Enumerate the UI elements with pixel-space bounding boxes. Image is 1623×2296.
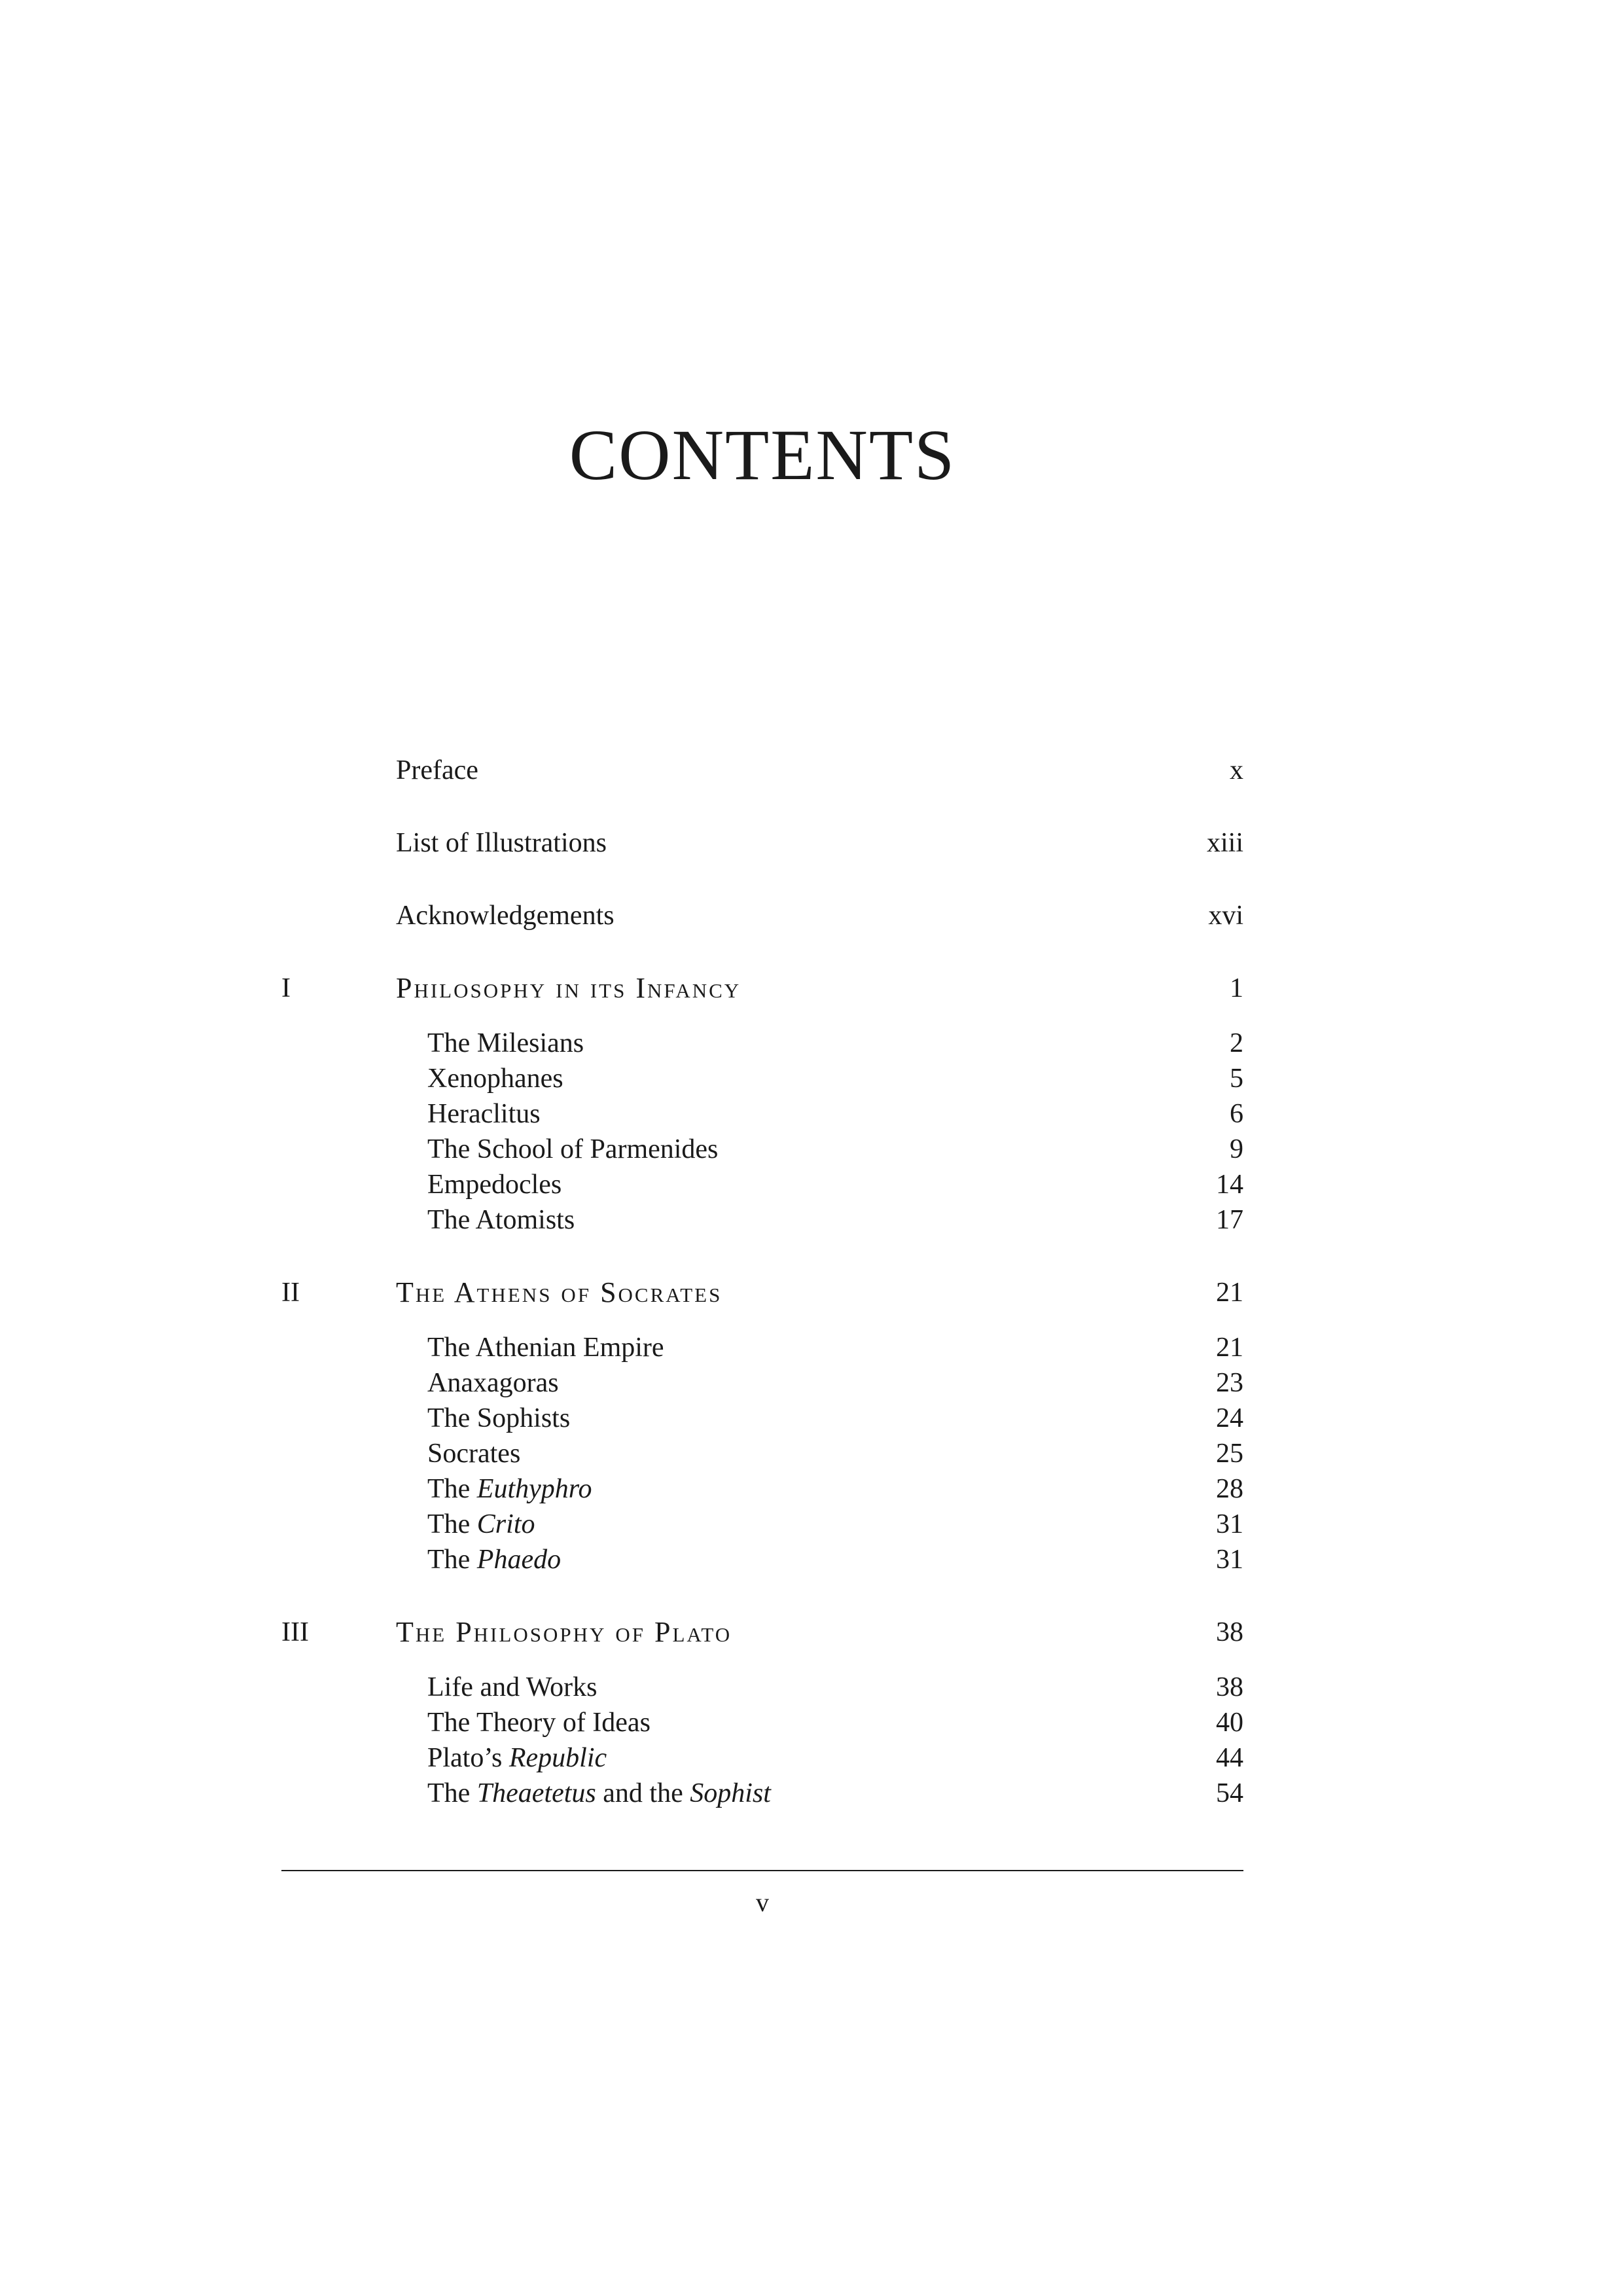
chapter-block bbox=[281, 971, 1243, 1238]
table-of-contents bbox=[281, 753, 1243, 1848]
toc-entry-list-of-illustrations[interactable] bbox=[281, 825, 1243, 861]
section-title: The Phaedo bbox=[427, 1545, 562, 1575]
toc-page-number: 14 bbox=[1216, 1170, 1243, 1200]
toc-page-number: 25 bbox=[1216, 1439, 1243, 1469]
section-title: Empedocles bbox=[427, 1170, 562, 1200]
toc-page-number: x bbox=[1230, 755, 1243, 785]
chapter-block bbox=[281, 1275, 1243, 1577]
toc-entry-label: Acknowledgements bbox=[396, 901, 615, 931]
chapter-block bbox=[281, 1615, 1243, 1811]
section-title: Anaxagoras bbox=[427, 1368, 559, 1398]
toc-page-number: 21 bbox=[1216, 1278, 1243, 1308]
footer-rule bbox=[281, 1870, 1243, 1871]
toc-section-entry[interactable] bbox=[281, 1471, 1243, 1507]
section-title: Plato’s Republic bbox=[427, 1743, 607, 1773]
toc-entry-preface[interactable] bbox=[281, 753, 1243, 788]
toc-section-entry[interactable] bbox=[281, 1026, 1243, 1061]
section-title: Heraclitus bbox=[427, 1099, 541, 1129]
toc-page-number: xvi bbox=[1208, 901, 1243, 931]
toc-section-entry[interactable] bbox=[281, 1401, 1243, 1436]
toc-section-entry[interactable] bbox=[281, 1365, 1243, 1401]
toc-section-entry[interactable] bbox=[281, 1132, 1243, 1167]
toc-section-entry[interactable] bbox=[281, 1670, 1243, 1705]
toc-entry-label: List of Illustrations bbox=[396, 828, 607, 858]
toc-page-number: 54 bbox=[1216, 1778, 1243, 1808]
toc-section-entry[interactable] bbox=[281, 1061, 1243, 1096]
toc-chapter-heading[interactable] bbox=[281, 1275, 1243, 1310]
toc-page-number: 44 bbox=[1216, 1743, 1243, 1773]
toc-page-number: 23 bbox=[1216, 1368, 1243, 1398]
toc-page-number: 31 bbox=[1216, 1545, 1243, 1575]
toc-section-entry[interactable] bbox=[281, 1330, 1243, 1365]
toc-chapter-heading[interactable] bbox=[281, 1615, 1243, 1650]
toc-section-entry[interactable] bbox=[281, 1705, 1243, 1740]
toc-page-number: 40 bbox=[1216, 1708, 1243, 1738]
toc-chapter-heading[interactable] bbox=[281, 971, 1243, 1006]
toc-page-number: 17 bbox=[1216, 1205, 1243, 1235]
section-title: The Athenian Empire bbox=[427, 1333, 664, 1363]
toc-page-number: xiii bbox=[1206, 828, 1243, 858]
section-title: The Milesians bbox=[427, 1028, 584, 1058]
toc-entry-acknowledgements[interactable] bbox=[281, 898, 1243, 933]
toc-section-entry[interactable] bbox=[281, 1167, 1243, 1202]
section-title: The Theaetetus and the Sophist bbox=[427, 1778, 771, 1808]
toc-section-entry[interactable] bbox=[281, 1776, 1243, 1811]
section-title: The Sophists bbox=[427, 1403, 571, 1433]
chapter-title: The Philosophy of Plato bbox=[396, 1616, 732, 1648]
chapter-number: III bbox=[281, 1617, 309, 1647]
toc-page-number: 2 bbox=[1230, 1028, 1243, 1058]
toc-page-number: 9 bbox=[1230, 1134, 1243, 1164]
toc-entry-label: Preface bbox=[396, 755, 478, 785]
page-title: CONTENTS bbox=[569, 415, 956, 495]
chapter-number: II bbox=[281, 1278, 300, 1308]
toc-section-entry[interactable] bbox=[281, 1542, 1243, 1577]
chapter-title: Philosophy in its Infancy bbox=[396, 972, 741, 1004]
toc-section-entry[interactable] bbox=[281, 1436, 1243, 1471]
section-title: The Atomists bbox=[427, 1205, 575, 1235]
toc-page-number: 5 bbox=[1230, 1064, 1243, 1094]
section-title: Socrates bbox=[427, 1439, 521, 1469]
section-title: The Euthyphro bbox=[427, 1474, 592, 1504]
section-title: Xenophanes bbox=[427, 1064, 563, 1094]
toc-section-entry[interactable] bbox=[281, 1507, 1243, 1542]
toc-page-number: 28 bbox=[1216, 1474, 1243, 1504]
toc-page-number: 38 bbox=[1216, 1617, 1243, 1647]
chapter-title: The Athens of Socrates bbox=[396, 1276, 722, 1308]
section-title: The School of Parmenides bbox=[427, 1134, 719, 1164]
toc-page-number: 24 bbox=[1216, 1403, 1243, 1433]
toc-section-entry[interactable] bbox=[281, 1740, 1243, 1776]
section-title: The Theory of Ideas bbox=[427, 1708, 651, 1738]
toc-section-entry[interactable] bbox=[281, 1202, 1243, 1238]
toc-page-number: 6 bbox=[1230, 1099, 1243, 1129]
toc-page-number: 1 bbox=[1230, 973, 1243, 1003]
toc-page-number: 38 bbox=[1216, 1672, 1243, 1702]
section-title: Life and Works bbox=[427, 1672, 597, 1702]
page-number: v bbox=[756, 1888, 769, 1917]
chapter-number: I bbox=[281, 973, 291, 1003]
toc-page-number: 21 bbox=[1216, 1333, 1243, 1363]
section-title: The Crito bbox=[427, 1509, 535, 1539]
toc-page-number: 31 bbox=[1216, 1509, 1243, 1539]
toc-section-entry[interactable] bbox=[281, 1096, 1243, 1132]
